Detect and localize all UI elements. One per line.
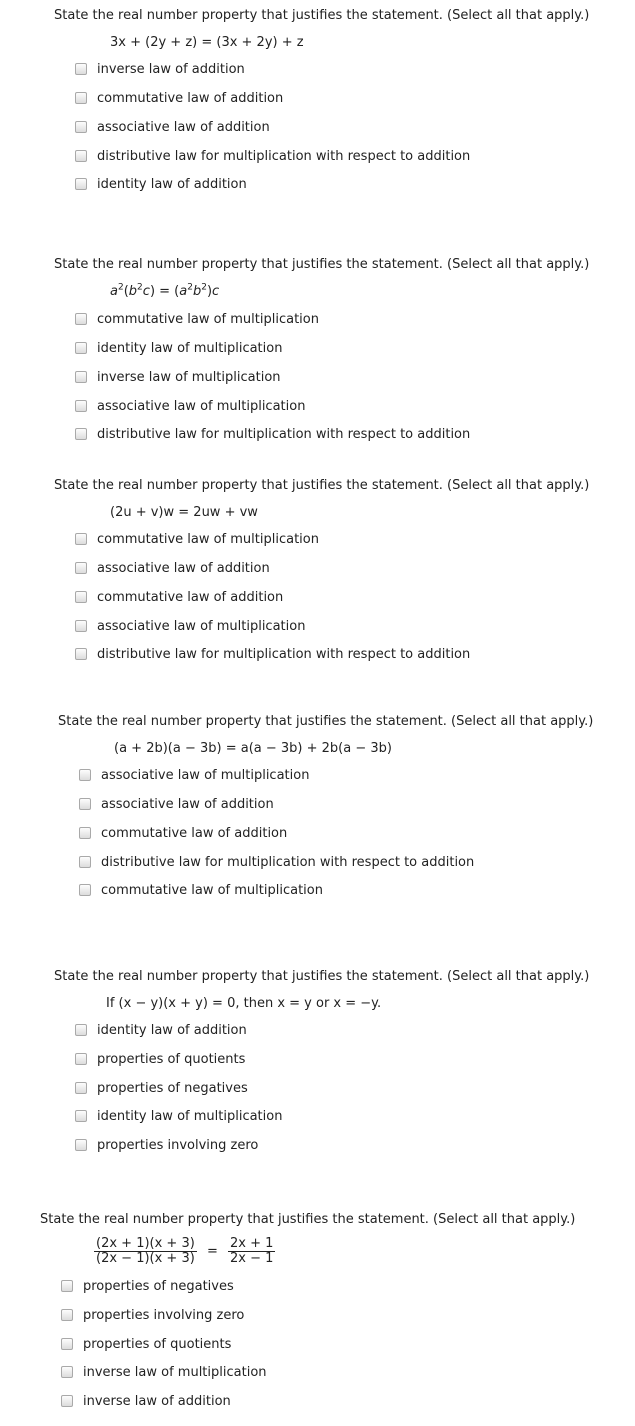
lhs-fraction [94,1237,197,1266]
equals-sign: = [206,1244,218,1259]
question-statement: (2u + v)w = 2uw + vw [110,505,258,520]
option-row[interactable] [75,645,470,663]
option-row[interactable] [79,881,323,899]
option-label: properties involving zero [97,1137,259,1153]
rhs-denominator: 2x − 1 [230,1251,274,1266]
option-row[interactable] [75,118,270,136]
checkbox[interactable] [75,648,87,660]
option-label: commutative law of addition [97,90,284,106]
checkbox[interactable] [75,313,87,325]
question-prompt: State the real number property that justifies the statement. (Select all that apply.) [40,1212,576,1227]
option-label: distributive law for multiplication with respect to addition [97,148,471,164]
option-label: associative law of multiplication [97,618,306,634]
option-row[interactable] [61,1306,244,1324]
question-statement [94,1237,275,1266]
rhs-numerator: 2x + 1 [230,1236,274,1251]
option-label: inverse law of addition [97,61,245,77]
question-prompt: State the real number property that justifies the statement. (Select all that apply.) [54,478,590,493]
checkbox[interactable] [61,1280,73,1292]
lhs-denominator: (2x − 1)(x + 3) [96,1251,195,1266]
option-row[interactable] [79,824,287,842]
option-row[interactable] [79,766,309,784]
option-row[interactable] [75,368,281,386]
checkbox[interactable] [79,856,91,868]
option-label: associative law of addition [97,560,270,576]
option-row[interactable] [75,1050,245,1068]
option-row[interactable] [75,588,283,606]
checkbox[interactable] [75,1139,87,1151]
option-label: identity law of addition [97,176,247,192]
checkbox[interactable] [61,1338,73,1350]
option-label: commutative law of multiplication [101,882,323,898]
option-row[interactable] [75,60,245,78]
question-statement: If (x − y)(x + y) = 0, then x = y or x = −y. [106,996,382,1011]
checkbox[interactable] [75,150,87,162]
option-row[interactable] [61,1277,234,1295]
option-label: distributive law for multiplication with respect to addition [97,646,471,662]
question-prompt: State the real number property that justifies the statement. (Select all that apply.) [54,257,590,272]
option-row[interactable] [75,530,319,548]
option-row[interactable] [79,795,274,813]
checkbox[interactable] [75,92,87,104]
checkbox[interactable] [79,769,91,781]
option-label: commutative law of multiplication [97,311,319,327]
checkbox[interactable] [61,1395,73,1407]
option-row[interactable] [75,310,319,328]
option-label: properties of negatives [83,1278,234,1294]
checkbox[interactable] [75,1024,87,1036]
checkbox[interactable] [75,591,87,603]
checkbox[interactable] [75,1053,87,1065]
option-row[interactable] [75,1021,247,1039]
checkbox[interactable] [75,342,87,354]
option-label: associative law of addition [101,796,274,812]
question-prompt: State the real number property that justifies the statement. (Select all that apply.) [58,714,594,729]
option-row[interactable] [75,1107,282,1125]
option-label: distributive law for multiplication with respect to addition [97,426,471,442]
option-label: inverse law of multiplication [83,1364,267,1380]
option-row[interactable] [75,617,305,635]
option-row[interactable] [75,147,470,165]
checkbox[interactable] [79,798,91,810]
checkbox[interactable] [79,884,91,896]
checkbox[interactable] [75,428,87,440]
option-row[interactable] [75,425,470,443]
option-label: commutative law of multiplication [97,531,319,547]
option-label: properties of quotients [83,1336,232,1352]
checkbox[interactable] [79,827,91,839]
question-statement: $a^2(b^2c) = (a^2b^2)c$ [110,282,220,299]
checkbox[interactable] [75,371,87,383]
option-label: properties involving zero [83,1307,245,1323]
option-row[interactable] [61,1335,231,1353]
option-label: distributive law for multiplication with respect to addition [101,854,475,870]
checkbox[interactable] [75,1110,87,1122]
option-row[interactable] [79,853,474,871]
option-label: properties of quotients [97,1051,246,1067]
checkbox[interactable] [75,400,87,412]
option-row[interactable] [75,89,283,107]
checkbox[interactable] [75,178,87,190]
checkbox[interactable] [75,121,87,133]
option-label: associative law of multiplication [101,767,310,783]
option-label: associative law of multiplication [97,398,306,414]
question-statement: (a + 2b)(a − 3b) = a(a − 3b) + 2b(a − 3b) [114,741,392,756]
checkbox[interactable] [75,533,87,545]
option-label: inverse law of addition [83,1393,231,1409]
option-row[interactable] [75,175,247,193]
question-prompt: State the real number property that justifies the statement. (Select all that apply.) [54,8,590,23]
option-row[interactable] [75,339,282,357]
option-row[interactable] [61,1392,231,1410]
option-row[interactable] [75,1136,258,1154]
question-statement: 3x + (2y + z) = (3x + 2y) + z [110,35,304,50]
checkbox[interactable] [75,562,87,574]
checkbox[interactable] [61,1309,73,1321]
option-label: properties of negatives [97,1080,248,1096]
option-label: inverse law of multiplication [97,369,281,385]
option-label: commutative law of addition [101,825,288,841]
rhs-fraction [228,1237,275,1266]
question-prompt: State the real number property that justifies the statement. (Select all that apply.) [54,969,590,984]
option-label: associative law of addition [97,119,270,135]
option-row[interactable] [75,1079,248,1097]
checkbox[interactable] [75,1082,87,1094]
checkbox[interactable] [75,63,87,75]
option-label: identity law of multiplication [97,1108,283,1124]
checkbox[interactable] [61,1366,73,1378]
option-row[interactable] [75,559,270,577]
option-label: identity law of addition [97,1022,247,1038]
checkbox[interactable] [75,620,87,632]
option-label: commutative law of addition [97,589,284,605]
option-row[interactable] [61,1363,267,1381]
option-label: identity law of multiplication [97,340,283,356]
option-row[interactable] [75,397,305,415]
lhs-numerator: (2x + 1)(x + 3) [96,1236,195,1251]
